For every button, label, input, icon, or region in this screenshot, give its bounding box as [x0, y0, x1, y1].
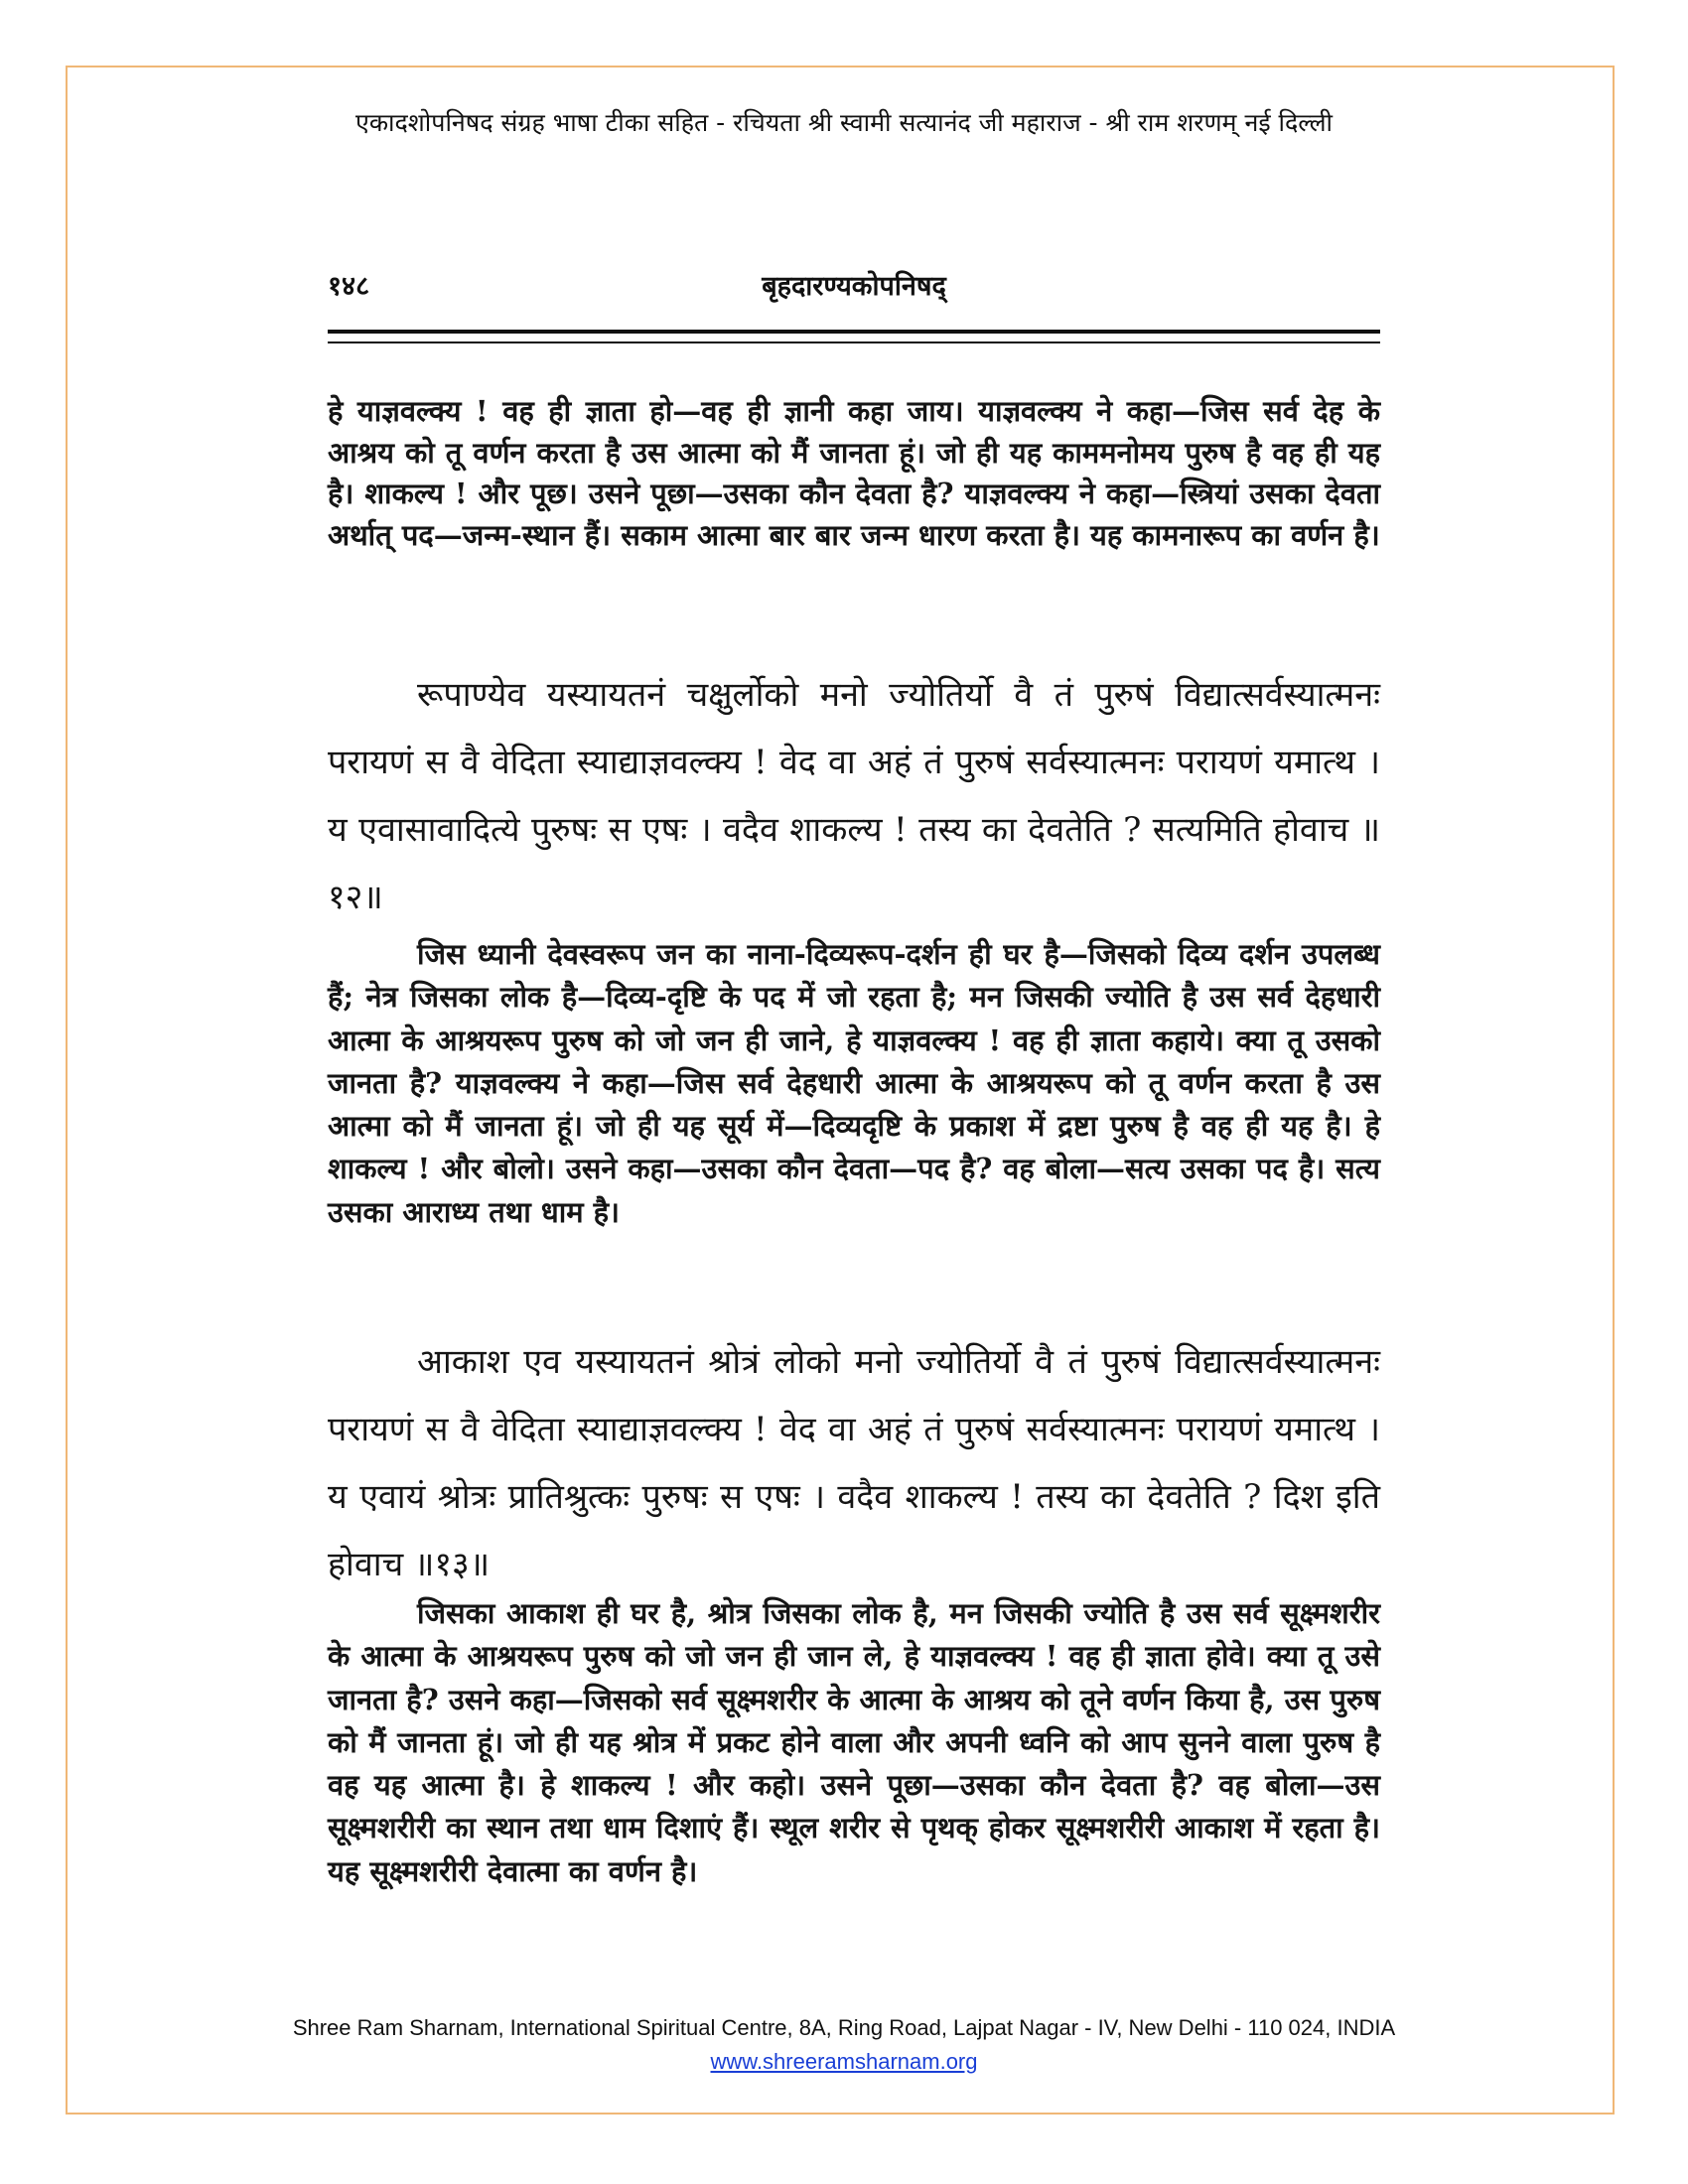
footer-address: Shree Ram Sharnam, International Spiritual Centre, 8A, Ring Road, Lajpat Nagar - IV, New Delhi - 110 024, INDIA: [292, 2015, 1396, 2040]
page-number: १४८: [328, 271, 370, 302]
sanskrit-verse-13: आकाश एव यस्यायतनं श्रोत्रं लोको मनो ज्योतिर्यो वै तं पुरुषं विद्यात्सर्वस्यात्मनः परायणं स वै वेदिता स्याद्याज्ञवल्क्य ! वेद वा अहं तं पुरुषं सर्वस्यात्मनः परायणं यमात्थ । य एवायं श्रोत्रः प्रातिश्रुत्कः पुरुषः स एषः । वदैव शाकल्य ! तस्य का देवतेति ? दिश इति होवाच ॥१३॥: [328, 1342, 1380, 1584]
footer-website-link[interactable]: www.shreeramsharnam.org: [710, 2049, 978, 2074]
commentary-paragraph: जिस ध्यानी देवस्वरूप जन का नाना-दिव्यरूप-दर्शन ही घर है—जिसको दिव्य दर्शन उपलब्ध हैं; नेत्र जिसका लोक है—दिव्य-दृष्टि के पद में जो रहता है; मन जिसकी ज्योति है उस सर्व देहधारी आत्मा के आश्रयरूप पुरुष को जो जन ही जाने, हे याज्ञवल्क्य ! वह ही ज्ञाता कहाये। क्या तू उसको जानता है? याज्ञवल्क्य ने कहा—जिस सर्व देहधारी आत्मा के आश्रयरूप को तू वर्णन करता है उस आत्मा को मैं जानता हूं। जो ही यह सूर्य में—दिव्यदृष्टि के प्रकाश में द्रष्टा पुरुष है वह ही यह है। हे शाकल्य ! और बोलो। उसने कहा—उसका कौन देवता—पद है? वह बोला—सत्य उसका पद है। सत्य उसका आराध्य तथा धाम है।: [328, 937, 1380, 1229]
header-rule-thick: [328, 330, 1380, 334]
commentary-paragraph: जिसका आकाश ही घर है, श्रोत्र जिसका लोक है, मन जिसकी ज्योति है उस सर्व सूक्ष्मशरीर के आत्मा के आश्रयरूप पुरुष को जो जन ही जान ले, हे याज्ञवल्क्य ! वह ही ज्ञाता होवे। क्या तू उसे जानता है? उसने कहा—जिसको सर्व सूक्ष्मशरीर के आत्मा के आश्रय को तूने वर्णन किया है, उस पुरुष को मैं जानता हूं। जो ही यह श्रोत्र में प्रकट होने वाला और अपनी ध्वनि को आप सुनने वाला पुरुष है वह यह आत्मा है। हे शाकल्य ! और कहो। उसने पूछा—उसका कौन देवता है? वह बोला—उस सूक्ष्मशरीरी का स्थान तथा धाम दिशाएं हैं। स्थूल शरीर से पृथक् होकर सूक्ष्मशरीरी आकाश में रहता है। यह सूक्ष्मशरीरी देवात्मा का वर्णन है।: [328, 1596, 1380, 1888]
running-header: एकादशोपनिषद संग्रह भाषा टीका सहित - रचियता श्री स्वामी सत्यानंद जी महाराज - श्री राम शरणम् नई दिल्ली: [355, 108, 1333, 137]
scan-page-header: [328, 266, 1380, 306]
commentary-paragraph: हे याज्ञवल्क्य ! वह ही ज्ञाता हो—वह ही ज्ञानी कहा जाय। याज्ञवल्क्य ने कहा—जिस सर्व देह के आश्रय को तू वर्णन करता है उस आत्मा को मैं जानता हूं। जो ही यह काममनोमय पुरुष है वह ही यह है। शाकल्य ! और पूछ। उसने पूछा—उसका कौन देवता है? याज्ञवल्क्य ने कहा—स्त्रियां उसका देवता अर्थात् पद—जन्म-स्थान हैं। सकाम आत्मा बार बार जन्म धारण करता है। यह कामनारूप का वर्णन है।: [328, 394, 1380, 552]
page-title: बृहदारण्यकोपनिषद्: [762, 271, 946, 302]
sanskrit-verse-12: रूपाण्येव यस्यायतनं चक्षुर्लोको मनो ज्योतिर्यो वै तं पुरुषं विद्यात्सर्वस्यात्मनः परायणं स वै वेदिता स्याद्याज्ञवल्क्य ! वेद वा अहं तं पुरुषं सर्वस्यात्मनः परायणं यमात्थ । य एवासावादित्ये पुरुषः स एषः । वदैव शाकल्य ! तस्य का देवतेति ? सत्यमिति होवाच ॥१२॥: [328, 675, 1380, 917]
scanned-page: [328, 266, 1380, 1954]
header-rule-thin: [328, 341, 1380, 343]
